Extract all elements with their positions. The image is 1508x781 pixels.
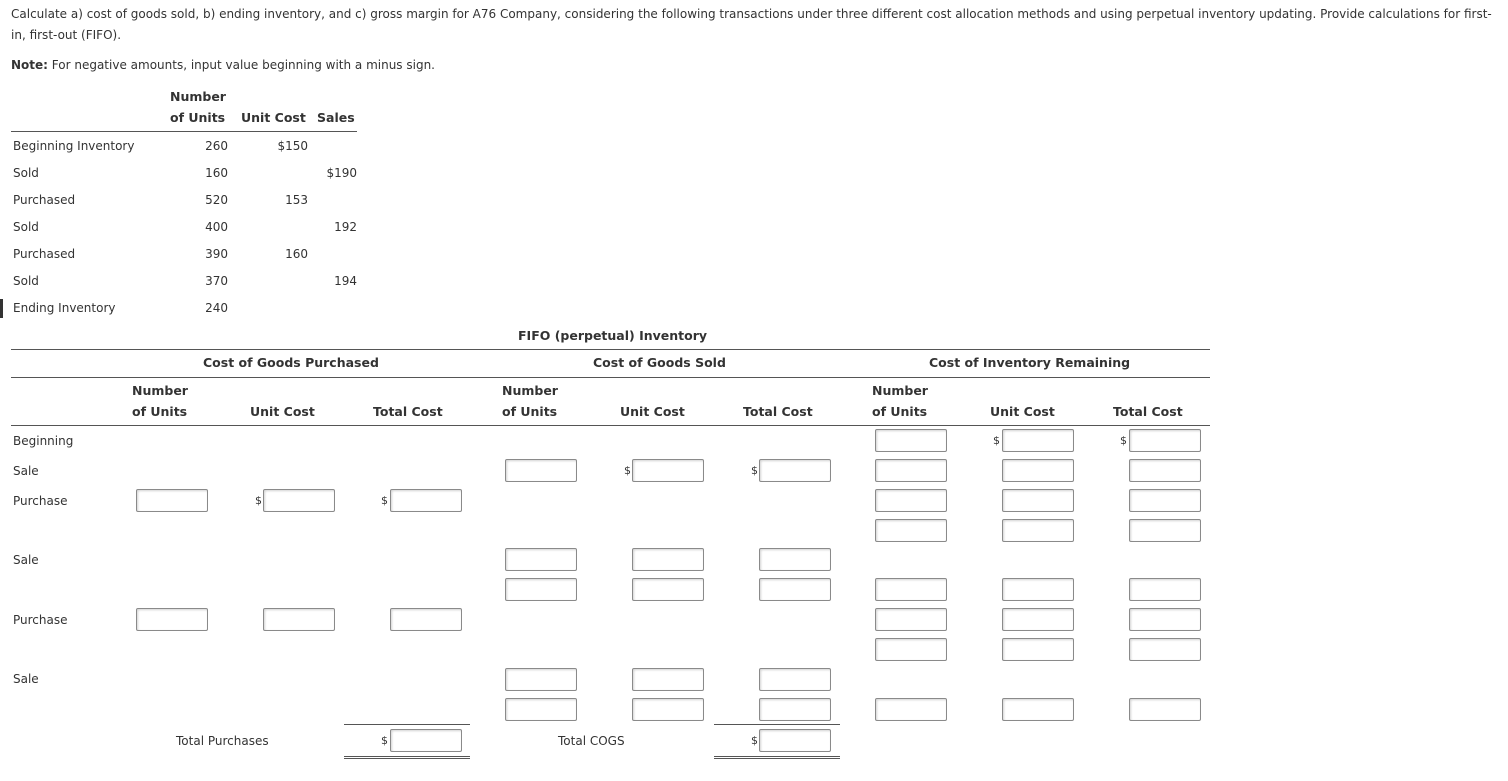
remaining-unit-cost-input[interactable] [1002,459,1074,482]
given-row-unit-cost: 153 [285,193,308,207]
total-cogs-top-rule [714,724,840,725]
remaining-total-cost-input[interactable] [1129,429,1201,452]
remaining-unit-cost-input[interactable] [1002,608,1074,631]
total-purchases-input[interactable] [390,729,462,752]
given-row-unit-cost: 160 [285,247,308,261]
given-row-label: Sold [13,220,39,234]
remaining-units-input[interactable] [875,638,947,661]
remaining-units-input[interactable] [875,608,947,631]
remaining-units-input[interactable] [875,429,947,452]
col-remaining-unit-cost: Unit Cost [990,404,1055,419]
fifo-row-label-beginning: Beginning [13,434,74,448]
given-header-unit-cost: Unit Cost [241,110,306,125]
col-purchased-unit-cost: Unit Cost [250,404,315,419]
given-row-label: Sold [13,274,39,288]
col-sold-unit-cost: Unit Cost [620,404,685,419]
given-row-label: Purchased [13,247,76,261]
remaining-total-cost-input[interactable] [1129,608,1201,631]
sold-total-cost-input[interactable] [759,698,831,721]
given-row-label: Ending Inventory [13,301,116,315]
remaining-total-cost-input[interactable] [1129,638,1201,661]
dollar-sign: $ [751,464,758,477]
dollar-sign: $ [255,494,262,507]
col-sold-total-cost: Total Cost [743,404,813,419]
sold-total-cost-input[interactable] [759,578,831,601]
total-cogs-double-rule [714,756,840,757]
given-row-label: Beginning Inventory [13,139,135,153]
given-row-units: 400 [205,220,228,234]
remaining-unit-cost-input[interactable] [1002,429,1074,452]
col-remaining-units-1: Number [872,383,928,398]
purchased-units-input[interactable] [136,608,208,631]
sold-total-cost-input[interactable] [759,668,831,691]
group-header-remaining: Cost of Inventory Remaining [929,355,1131,370]
col-purchased-units-1: Number [132,383,188,398]
fifo-row-label-sale: Sale [13,553,39,567]
col-sold-units-1: Number [502,383,558,398]
given-header-sales: Sales [317,110,355,125]
given-row-units: 240 [205,301,228,315]
remaining-units-input[interactable] [875,578,947,601]
sold-units-input[interactable] [505,459,577,482]
fifo-row-label-sale: Sale [13,672,39,686]
fifo-row-label-sale: Sale [13,464,39,478]
note-text: For negative amounts, input value beginning with a minus sign. [47,58,435,72]
total-purchases-label: Total Purchases [176,734,269,748]
sold-units-input[interactable] [505,578,577,601]
row-marker [0,299,3,318]
total-purchases-top-rule [344,724,470,725]
purchased-units-input[interactable] [136,489,208,512]
group-header-rule [11,377,1210,378]
sold-units-input[interactable] [505,668,577,691]
total-purchases-double-rule [344,756,470,757]
remaining-total-cost-input[interactable] [1129,489,1201,512]
given-row-unit-cost: $150 [277,139,308,153]
given-row-units: 160 [205,166,228,180]
given-row-sales: $190 [326,166,357,180]
given-row-units: 260 [205,139,228,153]
col-purchased-total-cost: Total Cost [373,404,443,419]
purchased-unit-cost-input[interactable] [263,489,335,512]
remaining-units-input[interactable] [875,698,947,721]
given-header-rule [11,131,357,132]
sold-unit-cost-input[interactable] [632,459,704,482]
remaining-total-cost-input[interactable] [1129,519,1201,542]
purchased-total-cost-input[interactable] [390,608,462,631]
given-row-label: Purchased [13,193,76,207]
remaining-total-cost-input[interactable] [1129,698,1201,721]
remaining-unit-cost-input[interactable] [1002,698,1074,721]
sold-total-cost-input[interactable] [759,459,831,482]
dollar-sign: $ [381,734,388,747]
sold-units-input[interactable] [505,698,577,721]
given-row-units: 390 [205,247,228,261]
remaining-unit-cost-input[interactable] [1002,519,1074,542]
fifo-row-label-purchase: Purchase [13,613,68,627]
purchased-total-cost-input[interactable] [390,489,462,512]
column-header-rule [11,425,1210,426]
sold-unit-cost-input[interactable] [632,668,704,691]
given-header-units-1: Number [170,89,226,104]
dollar-sign: $ [1120,434,1127,447]
sold-unit-cost-input[interactable] [632,548,704,571]
given-row-units: 520 [205,193,228,207]
sold-total-cost-input[interactable] [759,548,831,571]
group-header-sold: Cost of Goods Sold [593,355,726,370]
given-row-label: Sold [13,166,39,180]
group-header-purchased: Cost of Goods Purchased [203,355,379,370]
note-label: Note: [11,58,48,72]
fifo-top-rule [11,349,1210,350]
col-purchased-units-2: of Units [132,404,188,419]
sold-units-input[interactable] [505,548,577,571]
given-row-sales: 194 [334,274,357,288]
dollar-sign: $ [751,734,758,747]
dollar-sign: $ [624,464,631,477]
remaining-unit-cost-input[interactable] [1002,578,1074,601]
total-cogs-label: Total COGS [558,734,625,748]
col-sold-units-2: of Units [502,404,558,419]
note [11,58,435,72]
total-cogs-double-rule [714,758,840,759]
given-row-sales: 192 [334,220,357,234]
col-remaining-units-2: of Units [872,404,928,419]
given-header-units-2: of Units [170,110,226,125]
fifo-title: FIFO (perpetual) Inventory [518,328,708,343]
remaining-units-input[interactable] [875,459,947,482]
remaining-unit-cost-input[interactable] [1002,638,1074,661]
remaining-total-cost-input[interactable] [1129,459,1201,482]
dollar-sign: $ [993,434,1000,447]
remaining-total-cost-input[interactable] [1129,578,1201,601]
fifo-row-label-purchase: Purchase [13,494,68,508]
col-remaining-total-cost: Total Cost [1113,404,1183,419]
given-row-units: 370 [205,274,228,288]
purchased-unit-cost-input[interactable] [263,608,335,631]
dollar-sign: $ [381,494,388,507]
remaining-units-input[interactable] [875,519,947,542]
sold-unit-cost-input[interactable] [632,698,704,721]
question-text: Calculate a) cost of goods sold, b) ending inventory, and c) gross margin for A76 Company, considering the following transactions under three different cost allocation methods and using perpetual inventory updating. Provide calculations for first-in, first-out (FIFO). [11,7,1492,42]
total-cogs-input[interactable] [759,729,831,752]
remaining-unit-cost-input[interactable] [1002,489,1074,512]
sold-unit-cost-input[interactable] [632,578,704,601]
remaining-units-input[interactable] [875,489,947,512]
total-purchases-double-rule [344,758,470,759]
